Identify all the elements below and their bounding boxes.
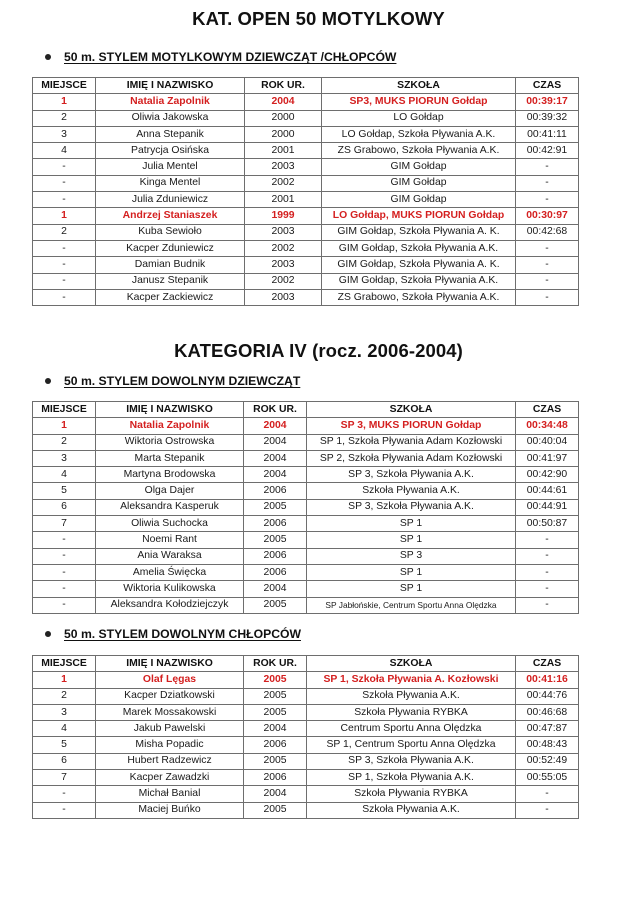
place-cell: 3 bbox=[33, 704, 96, 720]
time-cell: - bbox=[516, 257, 579, 273]
name-cell: Kuba Sewioło bbox=[96, 224, 245, 240]
name-cell: Olaf Lęgas bbox=[96, 672, 244, 688]
year-cell: 2002 bbox=[245, 175, 322, 191]
year-cell: 2006 bbox=[244, 483, 307, 499]
bullet-icon bbox=[45, 378, 51, 384]
place-cell: - bbox=[33, 192, 96, 208]
time-cell: - bbox=[516, 289, 579, 305]
name-cell: Wiktoria Ostrowska bbox=[96, 434, 244, 450]
name-cell: Andrzej Staniaszek bbox=[96, 208, 245, 224]
school-cell: SP Jabłońskie, Centrum Sportu Anna Olędzka bbox=[307, 597, 516, 613]
year-cell: 2005 bbox=[244, 688, 307, 704]
name-cell: Maciej Buńko bbox=[96, 802, 244, 818]
place-cell: - bbox=[33, 289, 96, 305]
time-cell: - bbox=[516, 581, 579, 597]
place-cell: - bbox=[33, 581, 96, 597]
header-place: MIEJSCE bbox=[33, 402, 96, 418]
name-cell: Oliwia Jakowska bbox=[96, 110, 245, 126]
place-cell: 1 bbox=[33, 94, 96, 110]
year-cell: 2004 bbox=[244, 418, 307, 434]
table-row-winner bbox=[33, 418, 579, 434]
place-cell: - bbox=[33, 175, 96, 191]
year-cell: 2004 bbox=[244, 467, 307, 483]
place-cell: - bbox=[33, 532, 96, 548]
year-cell: 2004 bbox=[244, 581, 307, 597]
year-cell: 2004 bbox=[244, 786, 307, 802]
place-cell: - bbox=[33, 273, 96, 289]
school-cell: SP 1, Szkoła Pływania Adam Kozłowski bbox=[307, 434, 516, 450]
section1-subtitle-text: 50 m. STYLEM MOTYLKOWYM DZIEWCZĄT /CHŁOPCÓW bbox=[64, 50, 397, 64]
time-cell: 00:41:97 bbox=[516, 450, 579, 466]
bullet-icon bbox=[45, 631, 51, 637]
time-cell: - bbox=[516, 175, 579, 191]
school-cell: Szkoła Pływania A.K. bbox=[307, 688, 516, 704]
name-cell: Aleksandra Kołodziejczyk bbox=[96, 597, 244, 613]
year-cell: 2004 bbox=[244, 434, 307, 450]
school-cell: Szkoła Pływania A.K. bbox=[307, 802, 516, 818]
table-row bbox=[33, 499, 579, 515]
table-row bbox=[33, 581, 579, 597]
school-cell: GIM Gołdap, Szkoła Pływania A. K. bbox=[322, 257, 516, 273]
place-cell: - bbox=[33, 786, 96, 802]
place-cell: 1 bbox=[33, 418, 96, 434]
school-cell: SP 3, MUKS PIORUN Gołdap bbox=[307, 418, 516, 434]
name-cell: Noemi Rant bbox=[96, 532, 244, 548]
name-cell: Natalia Zapolnik bbox=[96, 418, 244, 434]
name-cell: Olga Dajer bbox=[96, 483, 244, 499]
table-row bbox=[33, 159, 579, 175]
name-cell: Julia Mentel bbox=[96, 159, 245, 175]
section1-subtitle bbox=[45, 50, 396, 64]
school-cell: ZS Grabowo, Szkoła Pływania A.K. bbox=[322, 143, 516, 159]
year-cell: 2000 bbox=[245, 126, 322, 142]
year-cell: 2001 bbox=[245, 143, 322, 159]
school-cell: SP 1 bbox=[307, 564, 516, 580]
school-cell: LO Gołdap bbox=[322, 110, 516, 126]
name-cell: Kinga Mentel bbox=[96, 175, 245, 191]
place-cell: 6 bbox=[33, 753, 96, 769]
time-cell: - bbox=[516, 192, 579, 208]
name-cell: Hubert Radzewicz bbox=[96, 753, 244, 769]
section1-title: KAT. OPEN 50 MOTYLKOWY bbox=[192, 8, 445, 29]
name-cell: Natalia Zapolnik bbox=[96, 94, 245, 110]
table-row bbox=[33, 688, 579, 704]
table-row bbox=[33, 516, 579, 532]
school-cell: GIM Gołdap bbox=[322, 159, 516, 175]
table-header-row bbox=[33, 78, 579, 94]
time-cell: - bbox=[516, 159, 579, 175]
name-cell: Jakub Pawelski bbox=[96, 721, 244, 737]
place-cell: 2 bbox=[33, 434, 96, 450]
place-cell: 3 bbox=[33, 126, 96, 142]
place-cell: - bbox=[33, 564, 96, 580]
year-cell: 2003 bbox=[245, 224, 322, 240]
table-row bbox=[33, 802, 579, 818]
school-cell: Szkoła Pływania RYBKA bbox=[307, 704, 516, 720]
table-row bbox=[33, 224, 579, 240]
table-row bbox=[33, 483, 579, 499]
year-cell: 2000 bbox=[245, 110, 322, 126]
school-cell: SP 3, Szkoła Pływania A.K. bbox=[307, 467, 516, 483]
time-cell: - bbox=[516, 548, 579, 564]
time-cell: - bbox=[516, 786, 579, 802]
time-cell: - bbox=[516, 564, 579, 580]
results-table-open-butterfly bbox=[32, 77, 579, 306]
time-cell: 00:42:68 bbox=[516, 224, 579, 240]
time-cell: 00:42:91 bbox=[516, 143, 579, 159]
header-year: ROK UR. bbox=[245, 78, 322, 94]
time-cell: 00:44:91 bbox=[516, 499, 579, 515]
year-cell: 2004 bbox=[244, 721, 307, 737]
table-row bbox=[33, 143, 579, 159]
name-cell: Amelia Święcka bbox=[96, 564, 244, 580]
header-name: IMIĘ I NAZWISKO bbox=[96, 656, 244, 672]
year-cell: 2005 bbox=[244, 753, 307, 769]
place-cell: 5 bbox=[33, 483, 96, 499]
name-cell: Kacper Dziatkowski bbox=[96, 688, 244, 704]
school-cell: GIM Gołdap, Szkoła Pływania A.K. bbox=[322, 273, 516, 289]
table-row bbox=[33, 704, 579, 720]
time-cell: 00:50:87 bbox=[516, 516, 579, 532]
year-cell: 2004 bbox=[245, 94, 322, 110]
place-cell: - bbox=[33, 802, 96, 818]
name-cell: Kacper Zackiewicz bbox=[96, 289, 245, 305]
place-cell: 7 bbox=[33, 516, 96, 532]
name-cell: Janusz Stepanik bbox=[96, 273, 245, 289]
school-cell: ZS Grabowo, Szkoła Pływania A.K. bbox=[322, 289, 516, 305]
table-row bbox=[33, 597, 579, 613]
table-header-row bbox=[33, 656, 579, 672]
year-cell: 2005 bbox=[244, 597, 307, 613]
year-cell: 2005 bbox=[244, 499, 307, 515]
name-cell: Patrycja Osińska bbox=[96, 143, 245, 159]
school-cell: LO Gołdap, Szkoła Pływania A.K. bbox=[322, 126, 516, 142]
results-table-girls-freestyle bbox=[32, 401, 579, 614]
name-cell: Marek Mossakowski bbox=[96, 704, 244, 720]
name-cell: Aleksandra Kasperuk bbox=[96, 499, 244, 515]
place-cell: - bbox=[33, 240, 96, 256]
time-cell: - bbox=[516, 273, 579, 289]
header-school: SZKOŁA bbox=[322, 78, 516, 94]
time-cell: - bbox=[516, 802, 579, 818]
section3-subtitle bbox=[45, 627, 301, 641]
school-cell: LO Gołdap, MUKS PIORUN Gołdap bbox=[322, 208, 516, 224]
table-row bbox=[33, 289, 579, 305]
time-cell: 00:42:90 bbox=[516, 467, 579, 483]
place-cell: 3 bbox=[33, 450, 96, 466]
place-cell: 6 bbox=[33, 499, 96, 515]
year-cell: 1999 bbox=[245, 208, 322, 224]
name-cell: Anna Stepanik bbox=[96, 126, 245, 142]
time-cell: 00:39:17 bbox=[516, 94, 579, 110]
table-row-winner bbox=[33, 672, 579, 688]
time-cell: 00:48:43 bbox=[516, 737, 579, 753]
school-cell: SP 1 bbox=[307, 516, 516, 532]
table-header-row bbox=[33, 402, 579, 418]
place-cell: 2 bbox=[33, 110, 96, 126]
table-row bbox=[33, 126, 579, 142]
results-table-boys-freestyle bbox=[32, 655, 579, 819]
header-place: MIEJSCE bbox=[33, 656, 96, 672]
time-cell: - bbox=[516, 597, 579, 613]
year-cell: 2001 bbox=[245, 192, 322, 208]
time-cell: 00:55:05 bbox=[516, 770, 579, 786]
section2-title: KATEGORIA IV (rocz. 2006-2004) bbox=[174, 340, 463, 361]
year-cell: 2005 bbox=[244, 672, 307, 688]
time-cell: 00:52:49 bbox=[516, 753, 579, 769]
table-row bbox=[33, 240, 579, 256]
year-cell: 2003 bbox=[245, 159, 322, 175]
year-cell: 2006 bbox=[244, 737, 307, 753]
table-row bbox=[33, 192, 579, 208]
header-time: CZAS bbox=[516, 656, 579, 672]
table-row bbox=[33, 434, 579, 450]
year-cell: 2003 bbox=[245, 289, 322, 305]
school-cell: SP 1, Centrum Sportu Anna Olędzka bbox=[307, 737, 516, 753]
name-cell: Oliwia Suchocka bbox=[96, 516, 244, 532]
section2-subtitle-text: 50 m. STYLEM DOWOLNYM DZIEWCZĄT bbox=[64, 374, 301, 388]
time-cell: 00:40:04 bbox=[516, 434, 579, 450]
table-row bbox=[33, 273, 579, 289]
time-cell: 00:44:76 bbox=[516, 688, 579, 704]
place-cell: 2 bbox=[33, 688, 96, 704]
school-cell: SP 3, Szkoła Pływania A.K. bbox=[307, 499, 516, 515]
header-year: ROK UR. bbox=[244, 402, 307, 418]
year-cell: 2006 bbox=[244, 516, 307, 532]
school-cell: GIM Gołdap, Szkoła Pływania A.K. bbox=[322, 240, 516, 256]
place-cell: - bbox=[33, 548, 96, 564]
name-cell: Michał Banial bbox=[96, 786, 244, 802]
year-cell: 2002 bbox=[245, 240, 322, 256]
place-cell: - bbox=[33, 597, 96, 613]
place-cell: - bbox=[33, 257, 96, 273]
school-cell: Szkoła Pływania RYBKA bbox=[307, 786, 516, 802]
time-cell: 00:41:11 bbox=[516, 126, 579, 142]
time-cell: 00:41:16 bbox=[516, 672, 579, 688]
header-time: CZAS bbox=[516, 402, 579, 418]
year-cell: 2006 bbox=[244, 770, 307, 786]
school-cell: Szkoła Pływania A.K. bbox=[307, 483, 516, 499]
school-cell: SP 1 bbox=[307, 581, 516, 597]
year-cell: 2004 bbox=[244, 450, 307, 466]
place-cell: 4 bbox=[33, 143, 96, 159]
table-row bbox=[33, 564, 579, 580]
table-row bbox=[33, 770, 579, 786]
name-cell: Martyna Brodowska bbox=[96, 467, 244, 483]
table-row-winner bbox=[33, 94, 579, 110]
time-cell: 00:44:61 bbox=[516, 483, 579, 499]
time-cell: 00:30:97 bbox=[516, 208, 579, 224]
place-cell: - bbox=[33, 159, 96, 175]
table-row bbox=[33, 450, 579, 466]
time-cell: 00:46:68 bbox=[516, 704, 579, 720]
place-cell: 2 bbox=[33, 224, 96, 240]
table-row bbox=[33, 532, 579, 548]
school-cell: SP 1, Szkoła Pływania A.K. bbox=[307, 770, 516, 786]
header-name: IMIĘ I NAZWISKO bbox=[96, 402, 244, 418]
table-row bbox=[33, 257, 579, 273]
time-cell: 00:34:48 bbox=[516, 418, 579, 434]
header-time: CZAS bbox=[516, 78, 579, 94]
table-row bbox=[33, 175, 579, 191]
year-cell: 2005 bbox=[244, 802, 307, 818]
table-row bbox=[33, 548, 579, 564]
header-year: ROK UR. bbox=[244, 656, 307, 672]
name-cell: Julia Zduniewicz bbox=[96, 192, 245, 208]
name-cell: Damian Budnik bbox=[96, 257, 245, 273]
name-cell: Marta Stepanik bbox=[96, 450, 244, 466]
school-cell: GIM Gołdap bbox=[322, 192, 516, 208]
table-row bbox=[33, 110, 579, 126]
time-cell: - bbox=[516, 240, 579, 256]
table-row bbox=[33, 737, 579, 753]
time-cell: 00:47:87 bbox=[516, 721, 579, 737]
section2-subtitle bbox=[45, 374, 300, 388]
school-cell: SP 3, Szkoła Pływania A.K. bbox=[307, 753, 516, 769]
place-cell: 1 bbox=[33, 672, 96, 688]
school-cell: GIM Gołdap, Szkoła Pływania A. K. bbox=[322, 224, 516, 240]
year-cell: 2005 bbox=[244, 532, 307, 548]
table-row bbox=[33, 786, 579, 802]
school-cell: SP 1, Szkoła Pływania A. Kozłowski bbox=[307, 672, 516, 688]
table-row-winner bbox=[33, 208, 579, 224]
table-row bbox=[33, 753, 579, 769]
header-school: SZKOŁA bbox=[307, 656, 516, 672]
year-cell: 2006 bbox=[244, 564, 307, 580]
school-cell: SP 3 bbox=[307, 548, 516, 564]
name-cell: Wiktoria Kulikowska bbox=[96, 581, 244, 597]
time-cell: - bbox=[516, 532, 579, 548]
time-cell: 00:39:32 bbox=[516, 110, 579, 126]
name-cell: Kacper Zawadzki bbox=[96, 770, 244, 786]
header-school: SZKOŁA bbox=[307, 402, 516, 418]
table-row bbox=[33, 467, 579, 483]
place-cell: 4 bbox=[33, 721, 96, 737]
year-cell: 2003 bbox=[245, 257, 322, 273]
header-place: MIEJSCE bbox=[33, 78, 96, 94]
table-row bbox=[33, 721, 579, 737]
place-cell: 7 bbox=[33, 770, 96, 786]
place-cell: 5 bbox=[33, 737, 96, 753]
name-cell: Ania Waraksa bbox=[96, 548, 244, 564]
school-cell: SP 1 bbox=[307, 532, 516, 548]
school-cell: Centrum Sportu Anna Olędzka bbox=[307, 721, 516, 737]
bullet-icon bbox=[45, 54, 51, 60]
place-cell: 4 bbox=[33, 467, 96, 483]
year-cell: 2006 bbox=[244, 548, 307, 564]
school-cell: SP 2, Szkoła Pływania Adam Kozłowski bbox=[307, 450, 516, 466]
header-name: IMIĘ I NAZWISKO bbox=[96, 78, 245, 94]
school-cell: GIM Gołdap bbox=[322, 175, 516, 191]
year-cell: 2002 bbox=[245, 273, 322, 289]
name-cell: Kacper Zduniewicz bbox=[96, 240, 245, 256]
place-cell: 1 bbox=[33, 208, 96, 224]
school-cell: SP3, MUKS PIORUN Gołdap bbox=[322, 94, 516, 110]
year-cell: 2005 bbox=[244, 704, 307, 720]
name-cell: Misha Popadic bbox=[96, 737, 244, 753]
section3-subtitle-text: 50 m. STYLEM DOWOLNYM CHŁOPCÓW bbox=[64, 627, 301, 641]
